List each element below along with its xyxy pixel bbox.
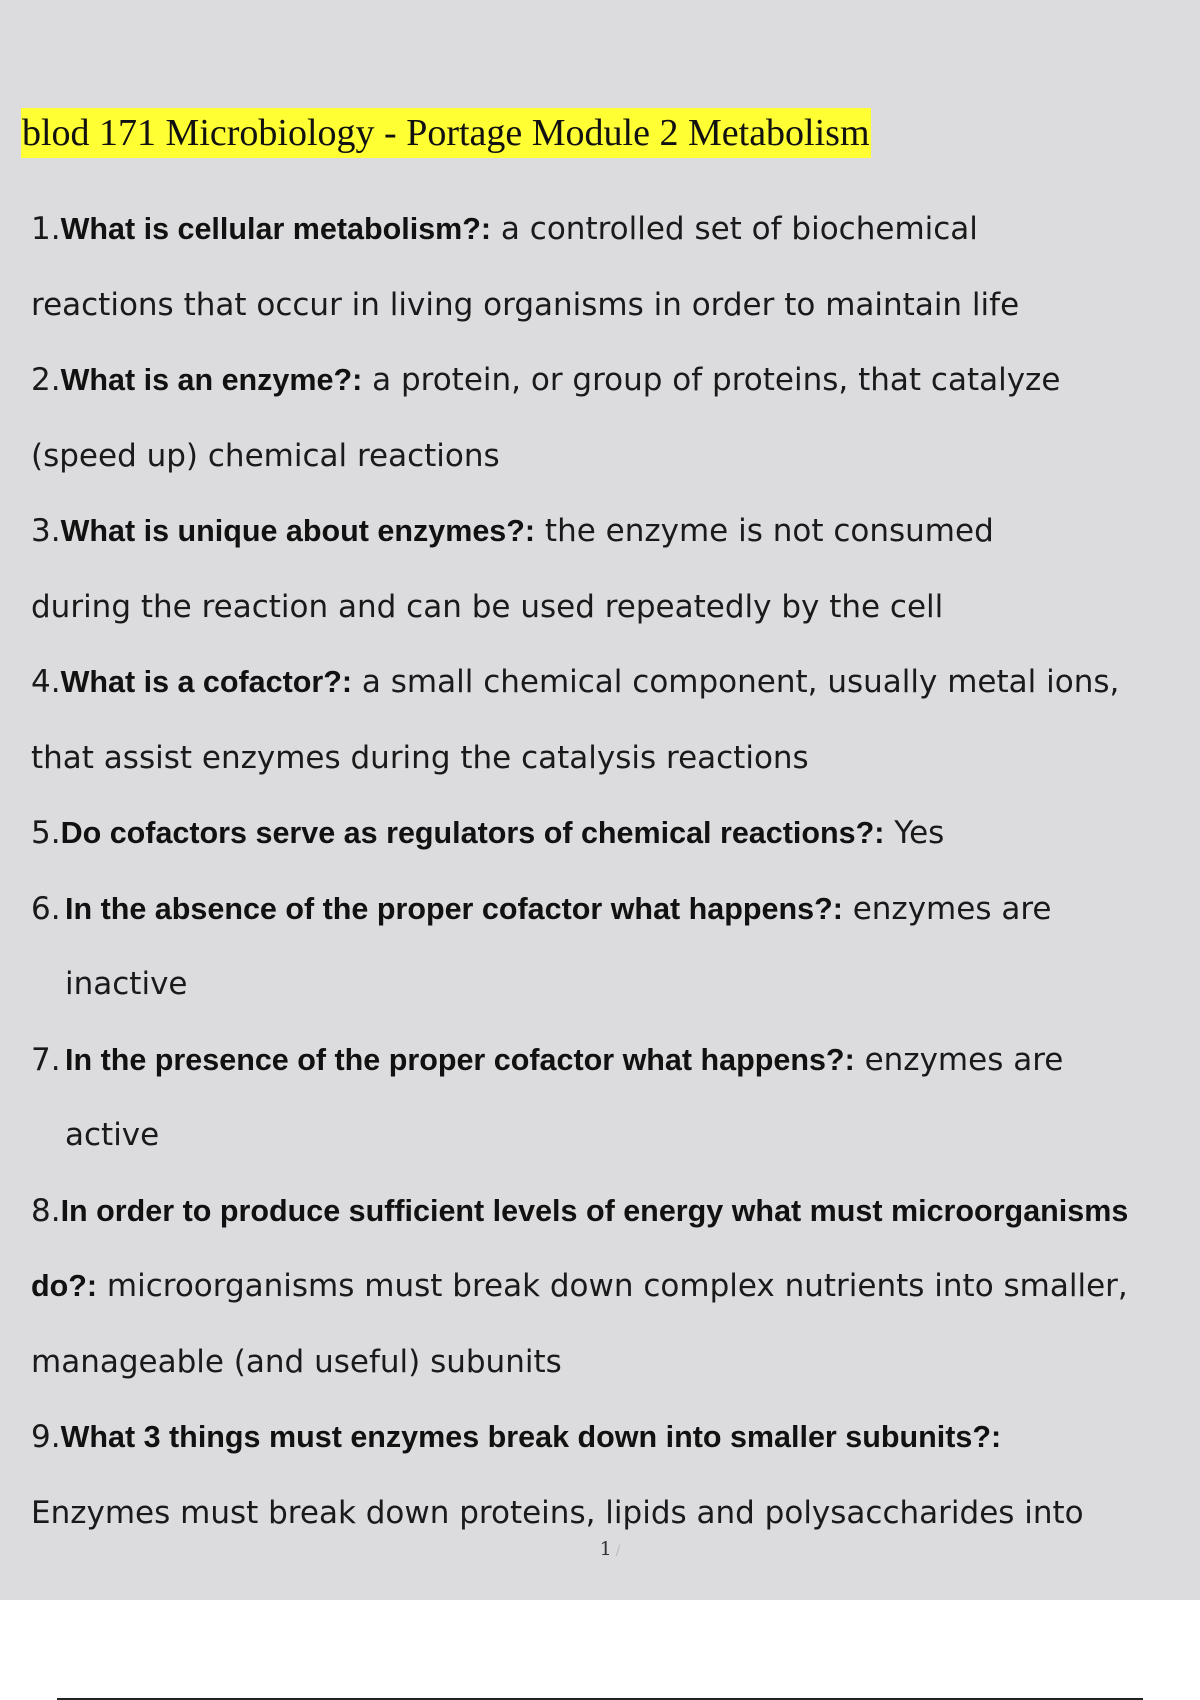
item-line (31, 1174, 1200, 1250)
list-item (31, 1174, 1200, 1401)
list-item (31, 796, 1200, 872)
item-question: In order to produce sufficient levels of energy what must microorganisms (60, 1193, 1129, 1228)
item-answer: Enzymes must break down proteins, lipids and polysaccharides into (31, 1494, 1084, 1531)
item-line (31, 494, 1200, 570)
item-question-continuation: do?: (31, 1269, 98, 1303)
question-answer-list (31, 192, 1200, 1551)
item-answer-continuation: active (65, 1117, 160, 1153)
item-question: What is a cofactor?: (60, 665, 353, 699)
item-number: 6. (31, 890, 61, 927)
item-answer: a protein, or group of proteins, that catalyze (362, 362, 1061, 398)
list-item (31, 343, 1200, 494)
list-item (31, 1400, 1200, 1551)
page-number-value: 1 (599, 1538, 612, 1560)
item-line (31, 343, 1200, 419)
item-answer: the enzyme is not consumed (535, 513, 994, 549)
item-question: What is unique about enzymes?: (60, 514, 536, 548)
item-question: In the absence of the proper cofactor what happens?: (65, 891, 843, 926)
item-question: What is an enzyme?: (60, 363, 363, 397)
item-answer: Yes (884, 815, 945, 851)
page-number-separator: / (615, 1543, 621, 1559)
page-number (0, 1538, 1200, 1560)
item-line (31, 1023, 1200, 1099)
item-number: 7. (31, 1041, 61, 1078)
item-number: 3. (31, 513, 61, 549)
item-line (31, 645, 1200, 721)
document-title (21, 108, 871, 158)
item-answer-continuation: manageable (and useful) subunits (31, 1343, 562, 1380)
item-number: 2. (31, 362, 61, 398)
item-question: What is cellular metabolism?: (60, 212, 492, 246)
item-answer: enzymes are (854, 1041, 1064, 1078)
item-answer: a controlled set of biochemical (491, 211, 978, 247)
list-item (31, 645, 1200, 796)
item-question: In the presence of the proper cofactor what happens?: (65, 1042, 855, 1077)
item-number: 8. (31, 1192, 61, 1229)
item-number: 1. (31, 211, 61, 247)
item-answer-continuation: reactions that occur in living organisms in order to maintain life (31, 286, 1020, 323)
item-line (31, 1249, 1200, 1325)
item-line (31, 872, 1200, 948)
item-question: What 3 things must enzymes break down into smaller subunits?: (60, 1420, 1002, 1454)
item-line (31, 796, 1200, 872)
document-title-text: blod 171 Microbiology - Portage Module 2 Metabolism (22, 112, 870, 154)
item-line (31, 1400, 1200, 1476)
item-line (31, 192, 1200, 268)
item-answer-continuation: during the reaction and can be used repeatedly by the cell (31, 588, 944, 625)
item-question: Do cofactors serve as regulators of chemical reactions?: (60, 816, 885, 850)
item-answer: a small chemical component, usually metal ions, (352, 664, 1120, 700)
list-item (31, 872, 1200, 1023)
item-answer-continuation: inactive (65, 966, 188, 1002)
item-answer: enzymes are (842, 890, 1052, 927)
list-item (31, 192, 1200, 343)
list-item (31, 1023, 1200, 1174)
item-number: 4. (31, 664, 61, 700)
item-answer-continuation: (speed up) chemical reactions (31, 437, 500, 474)
list-item (31, 494, 1200, 645)
item-answer: microorganisms must break down complex nutrients into smaller, (97, 1268, 1128, 1304)
item-number: 9. (31, 1419, 61, 1455)
item-answer-continuation: that assist enzymes during the catalysis reactions (31, 739, 809, 776)
item-number: 5. (31, 815, 61, 851)
